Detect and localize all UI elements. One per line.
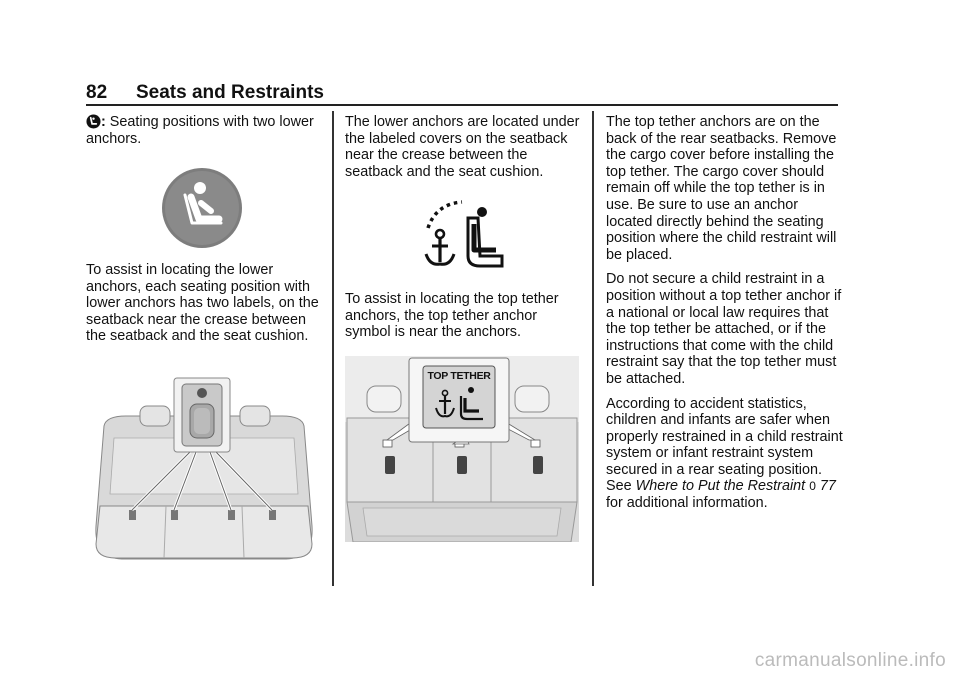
statistics-text: According to accident statistics, children and infants are safer when properly restrained in a child restraint system or infant restraint system secured in a rear seating position. See [606, 395, 843, 495]
cargo-area-top-tether-illustration [345, 356, 579, 542]
top-tether-law-paragraph: Do not secure a child restraint in a position without a top tether anchor if a national or local law requires that the top tether be attached, or if the instructions that come with the child restraint say that the top tether must be attached. [606, 271, 842, 387]
column-divider-2 [592, 111, 594, 586]
column-1-text-top [86, 114, 324, 155]
column-2-text-top [345, 114, 583, 188]
top-tether-location-paragraph: The top tether anchors are on the back of the rear seatbacks. Remove the cargo cover before installing the top tether. The cargo cover should remain off while the top tether is in use. Be sure to use an anchor located directly behind the seating position where the child restraint will be placed. [606, 114, 837, 263]
header-rule [86, 104, 838, 106]
lower-anchor-definition-text: Seating positions with two lower anchors. [86, 114, 314, 147]
column-3-text [606, 114, 844, 520]
top-tether-label-text: TOP TETHER [427, 370, 491, 382]
cross-reference-page[interactable]: 77 [819, 478, 836, 495]
cross-reference-arrow-icon: 0 [809, 479, 816, 494]
page-number: 82 [86, 82, 108, 103]
lower-anchor-labels-paragraph: To assist in locating the lower anchors, each seating position with lower anchors has two labels, on the seatback near the crease between the seatback and the seat cushion. [86, 262, 319, 345]
column-1-text-bottom [86, 262, 324, 353]
statistics-tail-text: for additional information. [606, 495, 768, 512]
column-2-text-bottom [345, 291, 583, 349]
section-title: Seats and Restraints [136, 82, 324, 103]
top-tether-symbol-icon [420, 198, 506, 272]
column-divider-1 [332, 111, 334, 586]
lower-anchor-definition [86, 114, 324, 147]
top-tether-symbol-paragraph: To assist in locating the top tether anchors, the top tether anchor symbol is near the anchors. [345, 291, 559, 341]
accident-statistics-paragraph [606, 396, 844, 512]
lower-anchor-symbol-icon [161, 167, 243, 249]
lower-anchor-location-paragraph: The lower anchors are located under the labeled covers on the seatback near the crease between the seatback and the seat cushion. [345, 114, 580, 180]
lower-anchor-icon [86, 114, 101, 129]
icon-colon: : [101, 114, 106, 130]
where-to-put-restraint-link[interactable]: Where to Put the Restraint [635, 478, 806, 495]
watermark: carmanualsonline.info [754, 650, 946, 671]
rear-seat-lower-anchor-illustration [86, 376, 322, 562]
